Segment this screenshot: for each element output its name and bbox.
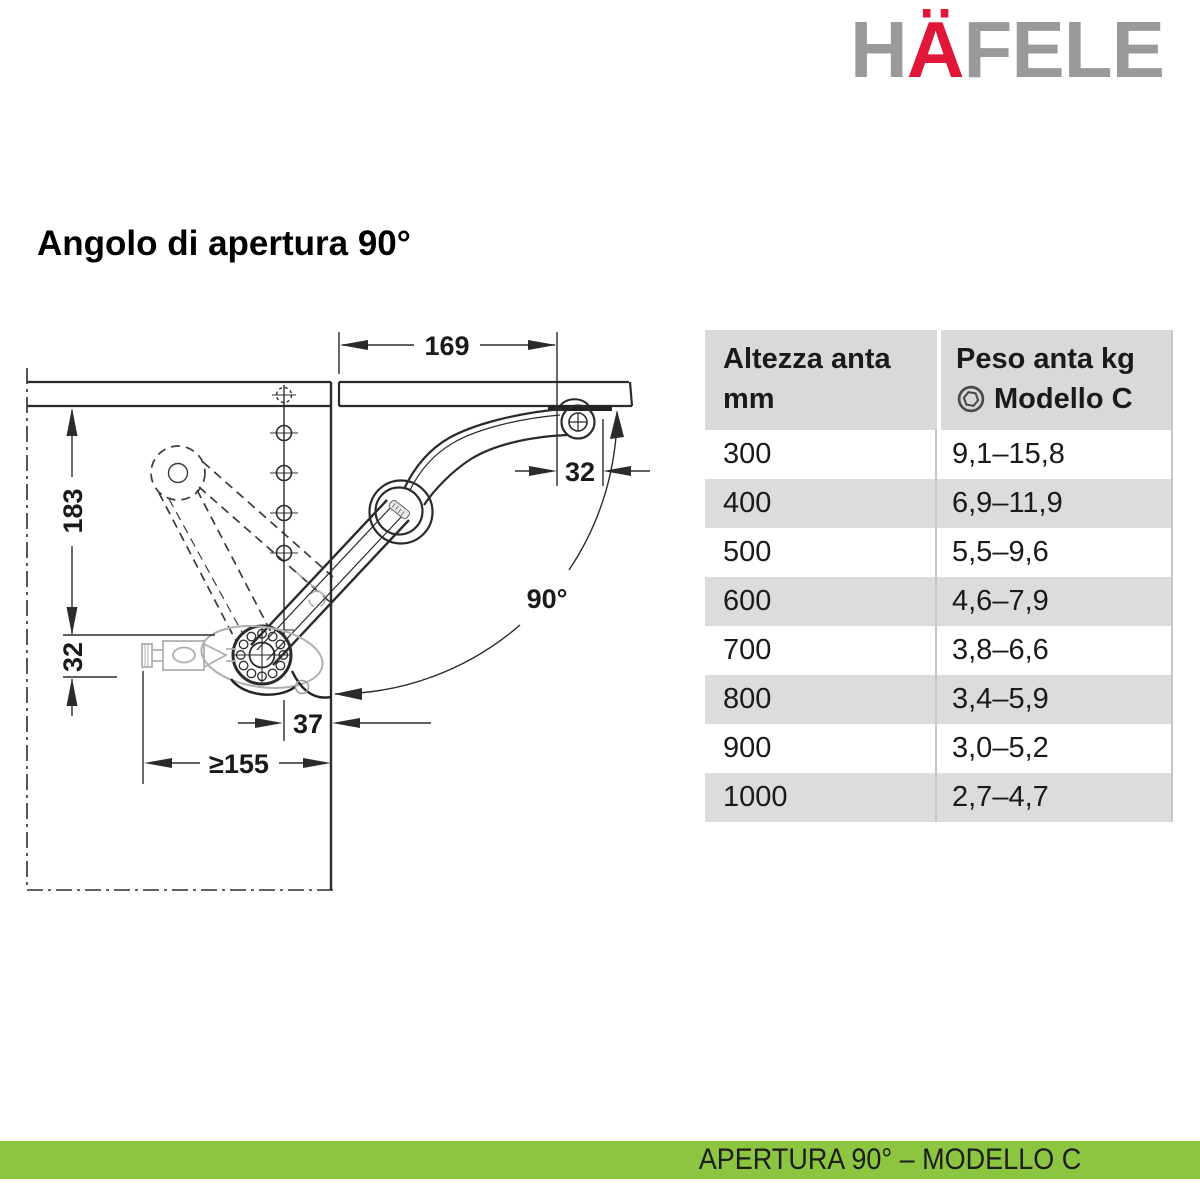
cell-door-height: 700 xyxy=(705,626,937,675)
cell-door-weight: 3,0–5,2 xyxy=(952,732,1049,764)
table-header-weight xyxy=(941,330,1171,430)
dimension-lines xyxy=(63,332,650,784)
cell-door-weight: 5,5–9,6 xyxy=(952,536,1049,568)
cell-door-weight: 2,7–4,7 xyxy=(952,781,1049,813)
hex-nut-icon xyxy=(956,384,986,414)
spec-table xyxy=(705,330,1173,822)
cell-door-weight: 9,1–15,8 xyxy=(952,438,1065,470)
cell-door-weight: 4,6–7,9 xyxy=(952,585,1049,617)
page-title: Angolo di apertura 90° xyxy=(37,224,411,263)
cell-door-height: 400 xyxy=(705,479,937,528)
footer-bar xyxy=(0,1141,1200,1179)
table-row xyxy=(705,528,1171,577)
cell-door-height: 300 xyxy=(705,430,937,479)
header-weight-line1: Peso anta kg xyxy=(956,343,1135,375)
table-header-height xyxy=(705,330,937,430)
table-row xyxy=(705,479,1171,528)
adjustment-screw xyxy=(142,641,236,670)
lift-arm xyxy=(251,399,595,665)
cell-door-height: 800 xyxy=(705,675,937,724)
technical-drawing xyxy=(0,0,700,950)
cell-door-weight: 3,4–5,9 xyxy=(952,683,1049,715)
cell-door-height: 900 xyxy=(705,724,937,773)
table-row xyxy=(705,724,1171,773)
footer-label: APERTURA 90° – MODELLO C xyxy=(698,1143,1082,1176)
cabinet-outline xyxy=(27,368,632,890)
dim-angle-label: 90° xyxy=(526,584,568,614)
dim-lower-offset-label: 32 xyxy=(58,641,88,673)
cell-door-height: 600 xyxy=(705,577,937,626)
table-header xyxy=(705,330,1171,430)
table-row xyxy=(705,577,1171,626)
cell-door-height: 500 xyxy=(705,528,937,577)
pivot-bearing xyxy=(233,626,291,684)
cell-door-weight: 3,8–6,6 xyxy=(952,634,1049,666)
table-row xyxy=(705,773,1171,822)
dim-arm-offset-label: 32 xyxy=(564,457,596,487)
arm-stamp xyxy=(388,499,411,520)
header-height-line2: mm xyxy=(723,383,775,415)
logo-letter-h: H xyxy=(849,5,907,94)
table-row xyxy=(705,626,1171,675)
dim-top-width-label: 169 xyxy=(424,331,470,361)
header-model-label: Modello C xyxy=(994,383,1133,415)
logo-letters-fele: FELE xyxy=(963,5,1164,94)
header-weight-line2 xyxy=(956,379,1171,419)
logo-letter-a-umlaut: Ä xyxy=(906,5,964,94)
cell-door-weight: 6,9–11,9 xyxy=(952,487,1063,519)
table-row xyxy=(705,430,1171,479)
table-row xyxy=(705,675,1171,724)
cell-door-height: 1000 xyxy=(705,773,937,822)
hafele-logo xyxy=(850,2,1164,98)
dim-hole-distance-label: 37 xyxy=(292,709,324,739)
phantom-arm-positions xyxy=(151,446,333,641)
header-height-line1: Altezza anta xyxy=(723,343,891,375)
dim-height-label: 183 xyxy=(58,488,88,534)
dim-min-depth-label: ≥155 xyxy=(209,749,269,779)
